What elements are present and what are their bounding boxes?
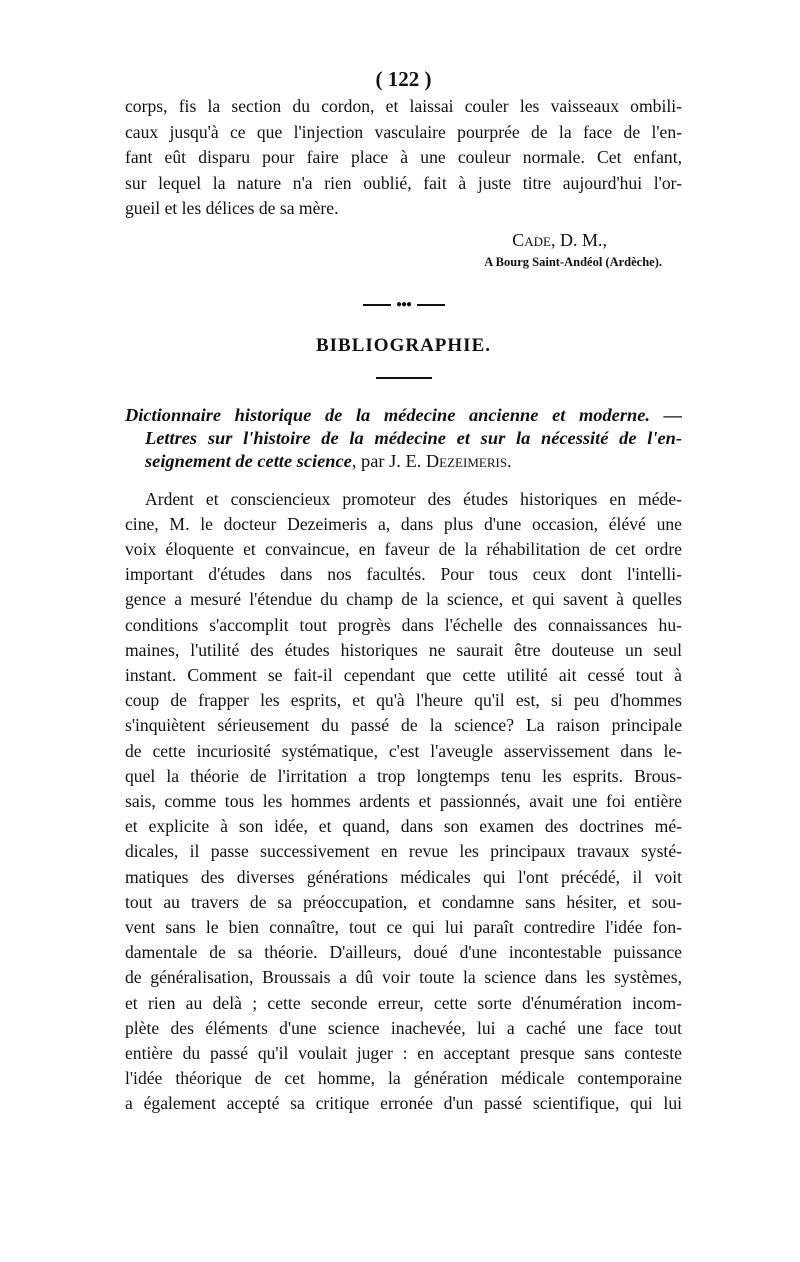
text-line: entière du passé qu'il voulait juger : en acceptant presque sans conteste [125,1042,682,1063]
text-line: matiques des diverses générations médicales qui l'ont précédé, il voit [125,866,682,887]
text-line: s'inquiètent sérieusement du passé de la science? La raison principale [125,715,682,736]
opening-paragraph [125,94,682,222]
page-number: ( 122 ) [375,67,432,91]
text-line: sur lequel la nature n'a rien oublié, fait à juste titre aujourd'hui l'or- [125,172,682,193]
text-line: de généralisation, Broussais a dû voir toute la science dans les systèmes, [125,967,682,988]
text-line: coup de frapper les esprits, et qu'à l'heure qu'il est, si peu d'hommes [125,690,682,711]
signature-suffix: , D. M., [550,229,607,250]
ornament-divider [363,298,445,312]
reference-author: Dezeimeris. [425,450,512,471]
text-line: et explicite à son idée, et quand, dans son examen des doctrines mé- [125,816,682,837]
review-paragraph [125,487,682,1117]
text-line: et rien au delà ; cette seconde erreur, cette sorte d'énumération incom- [125,992,682,1013]
text-line: fant eût disparu pour faire place à une couleur normale. Cet enfant, [125,147,682,167]
ornament-dots: ●●● [391,300,417,310]
text-line: instant. Comment se fait-il cependant que cette utilité ait cessé tout à [125,664,682,685]
text-line: a également accepté sa critique erronée d'un passé scientifique, qui lui [125,1093,682,1114]
section-rule [376,377,432,379]
reference-title-line: Lettres sur l'histoire de la médecine et sur la nécessité de l'en- [145,427,682,448]
text-line: sais, comme tous les hommes ardents et passionnés, avait une foi entière [125,790,682,811]
text-line: vent sans le bien connaître, tout ce qui lui paraît contredire l'idée fon- [125,916,682,937]
bibliographic-reference [125,404,682,473]
text-line: cine, M. le docteur Dezeimeris a, dans plus d'une occasion, élévé une [125,513,682,534]
text-line: Ardent et consciencieux promoteur des études historiques en méde- [145,488,682,509]
reference-title-line: seignement de cette science [145,450,352,471]
text-line: corps, fis la section du cordon, et laissai couler les vaisseaux ombili- [125,96,682,116]
section-title: BIBLIOGRAPHIE. [315,334,491,356]
text-line: l'idée théorique de cet homme, la génération médicale contemporaine [125,1068,682,1089]
text-line: dicales, il passe successivement en revue les principaux travaux systé- [125,841,682,862]
text-line: plète des éléments d'une science inachevée, lui a caché une face tout [125,1017,682,1038]
text-line: damentale de sa théorie. D'ailleurs, doué d'une incontestable puissance [125,942,682,963]
signature [125,228,682,252]
text-line: gueil et les délices de sa mère. [125,198,339,218]
text-line: conditions s'accomplit tout progrès dans l'échelle des connaissances hu- [125,614,682,635]
text-line: de cette incuriosité systématique, c'est l'aveugle asservissement dans le- [125,740,682,761]
reference-title-line: Dictionnaire historique de la médecine ancienne et moderne. — [125,404,682,425]
text-line: quel la théorie de l'irritation a trop longtemps tenu les esprits. Brous- [125,765,682,786]
text-line: gence a mesuré l'étendue du champ de la science, et qui savent à quelles [125,589,682,610]
text-line: maines, l'utilité des études historiques ne saurait être douteuse un seul [125,639,682,660]
signature-location: A Bourg Saint-Andéol (Ardèche). [484,254,662,269]
text-line: caux jusqu'à ce que l'injection vasculaire pourprée de la face de l'en- [125,121,682,142]
document-page [125,64,682,1117]
reference-author-prefix: , par J. E. [351,450,426,471]
text-line: important d'études dans nos facultés. Pour tous ceux dont l'intelli- [125,564,682,585]
text-line: tout au travers de sa préoccupation, et condamne sans hésiter, et sou- [125,891,682,912]
text-line: voix éloquente et convaincue, en faveur de la réhabilitation de cet ordre [125,538,682,559]
signature-name: Cade [512,229,551,250]
